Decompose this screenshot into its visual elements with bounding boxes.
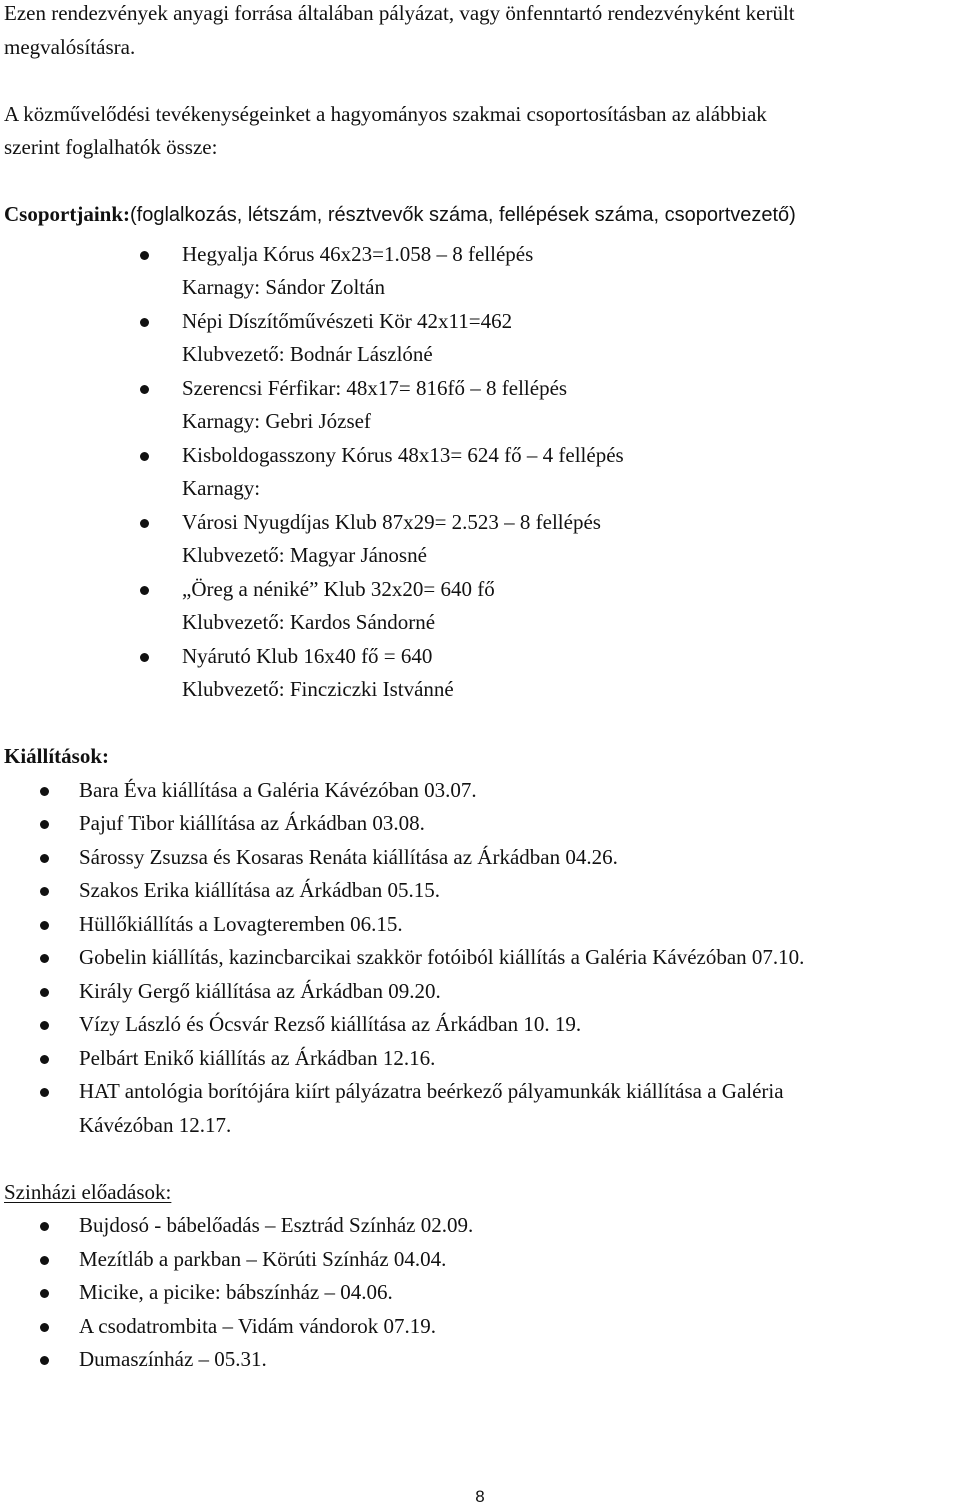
group-name: Városi Nyugdíjas Klub 87x29= 2.523 – 8 fellépés: [182, 509, 601, 534]
groups-list: [4, 238, 954, 707]
exhibition-item: [4, 874, 954, 908]
bullet-icon: [40, 854, 49, 863]
theatre-heading-text: Szinházi előadások:: [4, 1179, 172, 1204]
exhibition-item: [4, 908, 954, 942]
group-item: [4, 506, 954, 573]
exhibition-item: [4, 941, 954, 975]
theatre-text: Bujdosó - bábelőadás – Esztrád Színház 02.09.: [79, 1213, 474, 1237]
group-item: [4, 640, 954, 707]
groups-heading: [4, 198, 954, 233]
bullet-icon: [140, 452, 149, 461]
groups-heading-bold: Csoportjaink:: [4, 202, 131, 226]
group-name: Hegyalja Kórus 46x23=1.058 – 8 fellépés: [182, 241, 534, 266]
exhibition-item: [4, 841, 954, 875]
theatre-text: A csodatrombita – Vidám vándorok 07.19.: [79, 1313, 437, 1338]
exhibition-text: Vízy László és Ócsvár Rezső kiállítása az Árkádban 10. 19.: [79, 1012, 582, 1036]
exhibition-item: [4, 807, 954, 841]
group-leader: Klubvezető: Bodnár Lászlóné: [182, 342, 433, 366]
theatre-item: [4, 1310, 954, 1344]
exhibition-text: Pajuf Tibor kiállítása az Árkádban 03.08.: [79, 811, 425, 835]
group-leader: Karnagy:: [182, 476, 261, 500]
group-name: Népi Díszítőművészeti Kör 42x11=462: [182, 308, 513, 333]
theatre-list: [4, 1209, 954, 1377]
bullet-icon: [40, 1323, 49, 1332]
bullet-icon: [140, 653, 149, 662]
group-item: [4, 372, 954, 439]
intro-line-2: megvalósításra.: [4, 34, 136, 59]
intro-para2-line-2: szerint foglalhatók össze:: [4, 135, 218, 159]
page-number: 8: [475, 1487, 485, 1506]
exhibition-text: Pelbárt Enikő kiállítás az Árkádban 12.16.: [79, 1045, 436, 1070]
bullet-icon: [40, 887, 49, 896]
bullet-icon: [40, 1021, 49, 1030]
exhibition-text: Király Gergő kiállítása az Árkádban 09.20.: [79, 978, 441, 1003]
groups-heading-rest: (foglalkozás, létszám, résztvevők száma, fellépések száma, csoportvezető): [130, 204, 796, 226]
exhibition-text-continuation: Kávézóban 12.17.: [79, 1112, 232, 1137]
theatre-text: Micike, a picike: bábszínház – 04.06.: [79, 1280, 393, 1304]
group-leader: Klubvezető: Magyar Jánosné: [182, 543, 427, 567]
bullet-icon: [140, 519, 149, 528]
bullet-icon: [40, 988, 49, 997]
theatre-text: Mezítláb a parkban – Körúti Színház 04.04.: [79, 1246, 447, 1271]
group-leader: Klubvezető: Kardos Sándorné: [182, 610, 436, 634]
theatre-item: [4, 1276, 954, 1310]
bullet-icon: [40, 1088, 49, 1097]
bullet-icon: [40, 1222, 49, 1231]
bullet-icon: [140, 586, 149, 595]
exhibition-text: Bara Éva kiállítása a Galéria Kávézóban 03.07.: [79, 777, 477, 802]
exhibition-item: [4, 975, 954, 1009]
group-item: [4, 305, 954, 372]
group-name: Kisboldogasszony Kórus 48x13= 624 fő – 4 fellépés: [182, 442, 624, 467]
group-name: „Öreg a néniké” Klub 32x20= 640 fő: [182, 576, 495, 601]
bullet-icon: [40, 787, 49, 796]
exhibition-text: Szakos Erika kiállítása az Árkádban 05.15.: [79, 878, 440, 902]
theatre-item: [4, 1343, 954, 1377]
theatre-text: Dumaszínház – 05.31.: [79, 1347, 267, 1371]
exhibition-text: Sárossy Zsuzsa és Kosaras Renáta kiállítása az Árkádban 04.26.: [79, 844, 618, 869]
bullet-icon: [140, 318, 149, 327]
theatre-item: [4, 1243, 954, 1277]
exhibition-item: [4, 1008, 954, 1042]
bullet-icon: [40, 1256, 49, 1265]
bullet-icon: [40, 1289, 49, 1298]
document-page: [4, 0, 954, 1377]
bullet-icon: [40, 921, 49, 930]
bullet-icon: [40, 954, 49, 963]
bullet-icon: [140, 385, 149, 394]
exhibitions-list: [4, 774, 954, 1143]
group-leader: Karnagy: Gebri József: [182, 409, 371, 433]
exhibition-item: [4, 774, 954, 808]
exhibition-text: HAT antológia borítójára kiírt pályázatra beérkező pályamunkák kiállítása a Galéria: [79, 1079, 784, 1103]
exhibition-item: [4, 1075, 954, 1142]
theatre-item: [4, 1209, 954, 1243]
bullet-icon: [140, 251, 149, 260]
group-leader: Karnagy: Sándor Zoltán: [182, 275, 385, 299]
exhibition-text: Hüllőkiállítás a Lovagteremben 06.15.: [79, 911, 403, 936]
exhibition-text: Gobelin kiállítás, kazincbarcikai szakkör fotóiból kiállítás a Galéria Kávézóban 07.10.: [79, 945, 805, 969]
bullet-icon: [40, 820, 49, 829]
group-leader: Klubvezető: Fincziczki Istvánné: [182, 677, 454, 701]
intro-para2-line-1: A közművelődési tevékenységeinket a hagyományos szakmai csoportosításban az alábbiak: [4, 101, 767, 126]
bullet-icon: [40, 1356, 49, 1365]
exhibition-item: [4, 1042, 954, 1076]
exhibitions-heading: Kiállítások:: [4, 744, 110, 768]
theatre-heading: [4, 1176, 954, 1210]
group-item: [4, 238, 954, 305]
bullet-icon: [40, 1055, 49, 1064]
group-name: Nyárutó Klub 16x40 fő = 640: [182, 643, 433, 668]
intro-paragraph-2: [4, 98, 954, 165]
intro-line-1: Ezen rendezvények anyagi forrása általában pályázat, vagy önfenntartó rendezvényként került: [4, 1, 795, 25]
intro-paragraph-1: [4, 0, 954, 64]
group-item: [4, 439, 954, 506]
group-item: [4, 573, 954, 640]
group-name: Szerencsi Férfikar: 48x17= 816fő – 8 fellépés: [182, 375, 568, 400]
